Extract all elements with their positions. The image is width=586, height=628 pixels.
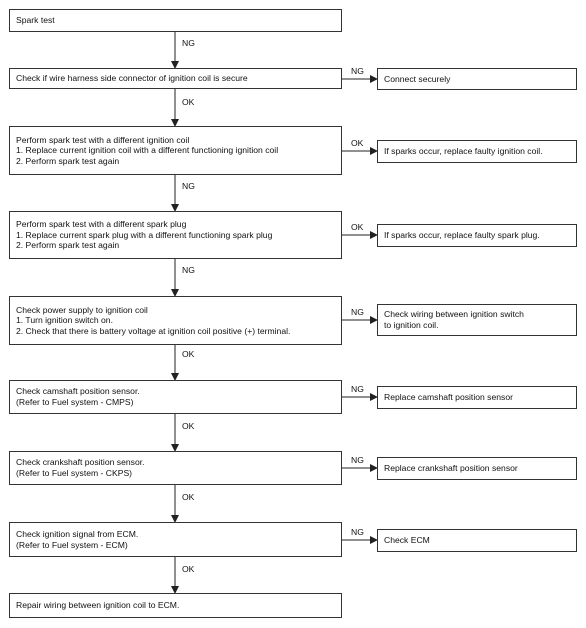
down-label: NG <box>182 38 195 48</box>
side-label: NG <box>351 66 364 76</box>
side-label: NG <box>351 527 364 537</box>
side-label: OK <box>351 222 364 232</box>
down-label: OK <box>182 349 195 359</box>
side-label: NG <box>351 455 364 465</box>
step-text: Perform spark test with a different ignition coil <box>16 134 190 145</box>
step-text: Check if wire harness side connector of ignition coil is secure <box>16 73 248 84</box>
step-text: Check ignition signal from ECM. <box>16 528 139 539</box>
step-text: Perform spark test with a different spark plug <box>16 219 187 230</box>
down-label: OK <box>182 421 195 431</box>
step-text: (Refer to Fuel system - CKPS) <box>16 468 133 478</box>
step-text: (Refer to Fuel system - CMPS) <box>16 397 134 407</box>
step-test-spark-plug <box>9 211 342 259</box>
step-text: 2. Perform spark test again <box>16 155 120 166</box>
down-label: NG <box>182 265 195 275</box>
step-text: 1. Turn ignition switch on. <box>16 315 113 326</box>
step-text: 2. Check that there is battery voltage at ignition coil positive (+) terminal. <box>16 325 291 336</box>
outcome-text: Replace camshaft position sensor <box>384 392 513 403</box>
outcome-text: Replace crankshaft position sensor <box>384 463 518 474</box>
step-check-cmps <box>9 380 342 414</box>
step-text: Check camshaft position sensor. <box>16 386 140 397</box>
step-test-ignition-coil <box>9 126 342 175</box>
down-label: OK <box>182 97 195 107</box>
step-check-power-supply <box>9 296 342 345</box>
step-check-connector <box>9 68 342 89</box>
step-text: 1. Replace current spark plug with a different functioning spark plug <box>16 229 273 240</box>
side-label: NG <box>351 307 364 317</box>
step-text: (Refer to Fuel system - ECM) <box>16 539 128 550</box>
outcome-text: If sparks occur, replace faulty ignition coil. <box>384 146 543 157</box>
side-label: NG <box>351 384 364 394</box>
outcome-text: Check ECM <box>384 535 430 546</box>
step-text: Repair wiring between ignition coil to ECM. <box>16 600 180 611</box>
step-text: Check power supply to ignition coil <box>16 304 148 315</box>
outcome-connect-securely <box>377 68 577 90</box>
outcome-replace-ckps <box>377 457 577 480</box>
side-label: OK <box>351 138 364 148</box>
step-spark-test <box>9 9 342 32</box>
outcome-text: If sparks occur, replace faulty spark plug. <box>384 230 540 241</box>
step-text: 1. Replace current ignition coil with a different functioning ignition coil <box>16 145 279 156</box>
outcome-check-wiring <box>377 304 577 336</box>
step-check-ckps <box>9 451 342 485</box>
outcome-replace-cmps <box>377 386 577 409</box>
step-text: Check crankshaft position sensor. <box>16 457 145 468</box>
outcome-check-ecm <box>377 529 577 552</box>
down-label: OK <box>182 492 195 502</box>
outcome-text: Check wiring between ignition switch <box>384 309 524 320</box>
step-text: Spark test <box>16 15 55 26</box>
down-label: OK <box>182 564 195 574</box>
step-check-ecm-signal <box>9 522 342 557</box>
down-label: NG <box>182 181 195 191</box>
step-repair-wiring <box>9 593 342 618</box>
outcome-text: Connect securely <box>384 73 451 84</box>
outcome-replace-ignition-coil <box>377 140 577 163</box>
step-text: 2. Perform spark test again <box>16 240 120 251</box>
outcome-replace-spark-plug <box>377 224 577 247</box>
outcome-text: to ignition coil. <box>384 320 439 330</box>
